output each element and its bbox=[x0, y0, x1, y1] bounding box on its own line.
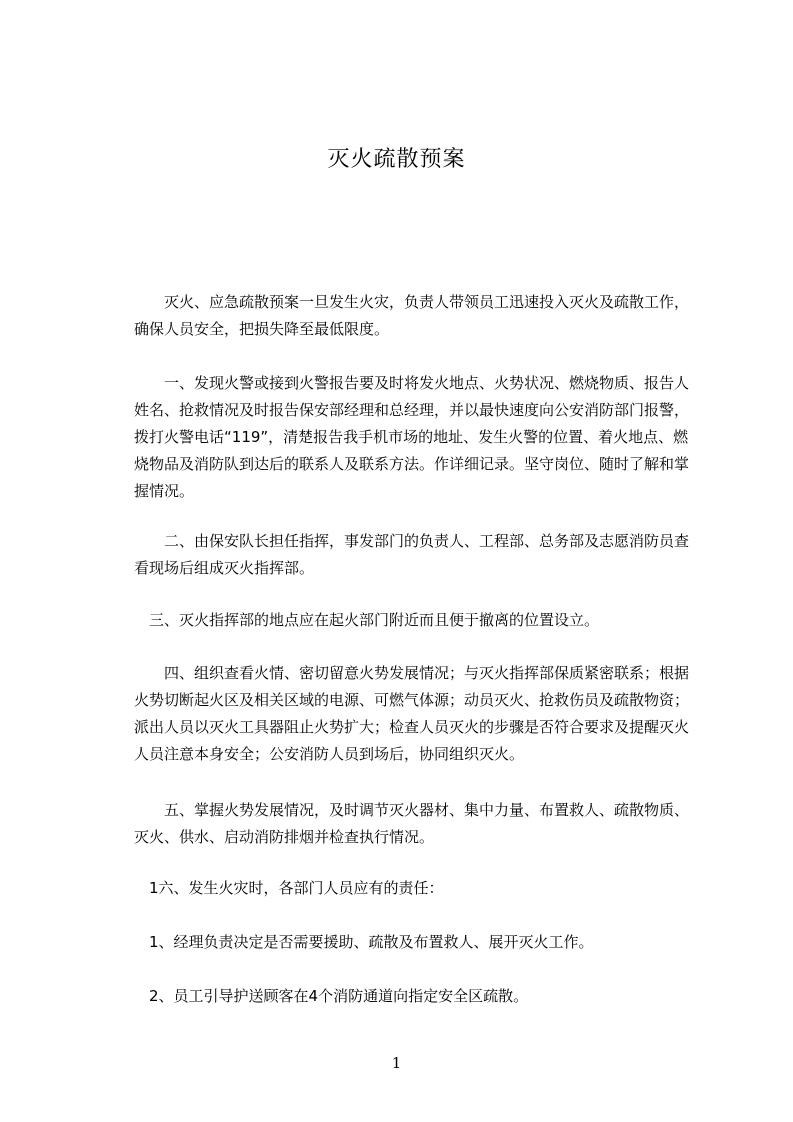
paragraph-section-3 bbox=[134, 607, 724, 634]
paragraph-line: 看现场后组成灭火指挥部。 bbox=[134, 559, 315, 577]
page-number: 1 bbox=[391, 1054, 402, 1072]
paragraph-line: 人员注意本身安全；公安消防人员到场后，协同组织灭火。 bbox=[134, 745, 525, 763]
paragraph-section-2 bbox=[134, 528, 724, 582]
paragraph-line: 1、经理负责决定是否需要援助、疏散及布置救人、展开灭火工作。 bbox=[134, 933, 594, 951]
paragraph-section-5 bbox=[134, 797, 724, 851]
paragraph-line: 2、员工引导护送顾客在4个消防通道向指定安全区疏散。 bbox=[134, 987, 529, 1005]
paragraph-line: 确保人员安全，把损失降至最低限度。 bbox=[134, 320, 390, 338]
paragraph-section-6 bbox=[134, 875, 724, 902]
paragraph-item-1 bbox=[134, 929, 724, 956]
paragraph-line: 三、灭火指挥部的地点应在起火部门附近而且便于撤离的位置设立。 bbox=[134, 611, 600, 629]
paragraph-line: 1六、发生火灾时，各部门人员应有的责任： bbox=[134, 879, 444, 897]
paragraph-line: 灭火、应急疏散预案一旦发生火灾，负责人带领员工迅速投入灭火及疏散工作， bbox=[134, 293, 690, 311]
paragraph-intro bbox=[134, 289, 724, 343]
paragraph-line: 二、由保安队长担任指挥，事发部门的负责人、工程部、总务部及志愿消防员查 bbox=[134, 532, 690, 550]
paragraph-line: 烧物品及消防队到达后的联系人及联系方法。作详细记录。坚守岗位、随时了解和掌 bbox=[134, 455, 690, 473]
document-title: 灭火疏散预案 bbox=[327, 147, 466, 172]
paragraph-line: 火势切断起火区及相关区域的电源、可燃气体源；动员灭火、抢救伤员及疏散物资； bbox=[134, 691, 690, 709]
paragraph-line: 灭火、供水、启动消防排烟并检查执行情况。 bbox=[134, 828, 435, 846]
paragraph-line: 四、组织查看火情、密切留意火势发展情况；与灭火指挥部保质紧密联系；根据 bbox=[134, 664, 690, 682]
paragraph-line: 姓名、抢救情况及时报告保安部经理和总经理，并以最快速度向公安消防部门报警， bbox=[134, 401, 690, 419]
paragraph-section-4 bbox=[134, 660, 724, 768]
paragraph-line: 派出人员以灭火工具器阻止火势扩大；检查人员灭火的步骤是否符合要求及提醒灭火 bbox=[134, 718, 690, 736]
paragraph-section-1 bbox=[134, 370, 724, 505]
paragraph-line: 握情况。 bbox=[134, 482, 195, 500]
paragraph-line: 一、发现火警或接到火警报告要及时将发火地点、火势状况、燃烧物质、报告人 bbox=[134, 374, 690, 392]
paragraph-line: 五、掌握火势发展情况，及时调节灭火器材、集中力量、布置救人、疏散物质、 bbox=[134, 801, 690, 819]
paragraph-item-2 bbox=[134, 983, 724, 1010]
paragraph-line: 拨打火警电话“119”，清楚报告我手机市场的地址、发生火警的位置、着火地点、燃 bbox=[134, 428, 689, 446]
